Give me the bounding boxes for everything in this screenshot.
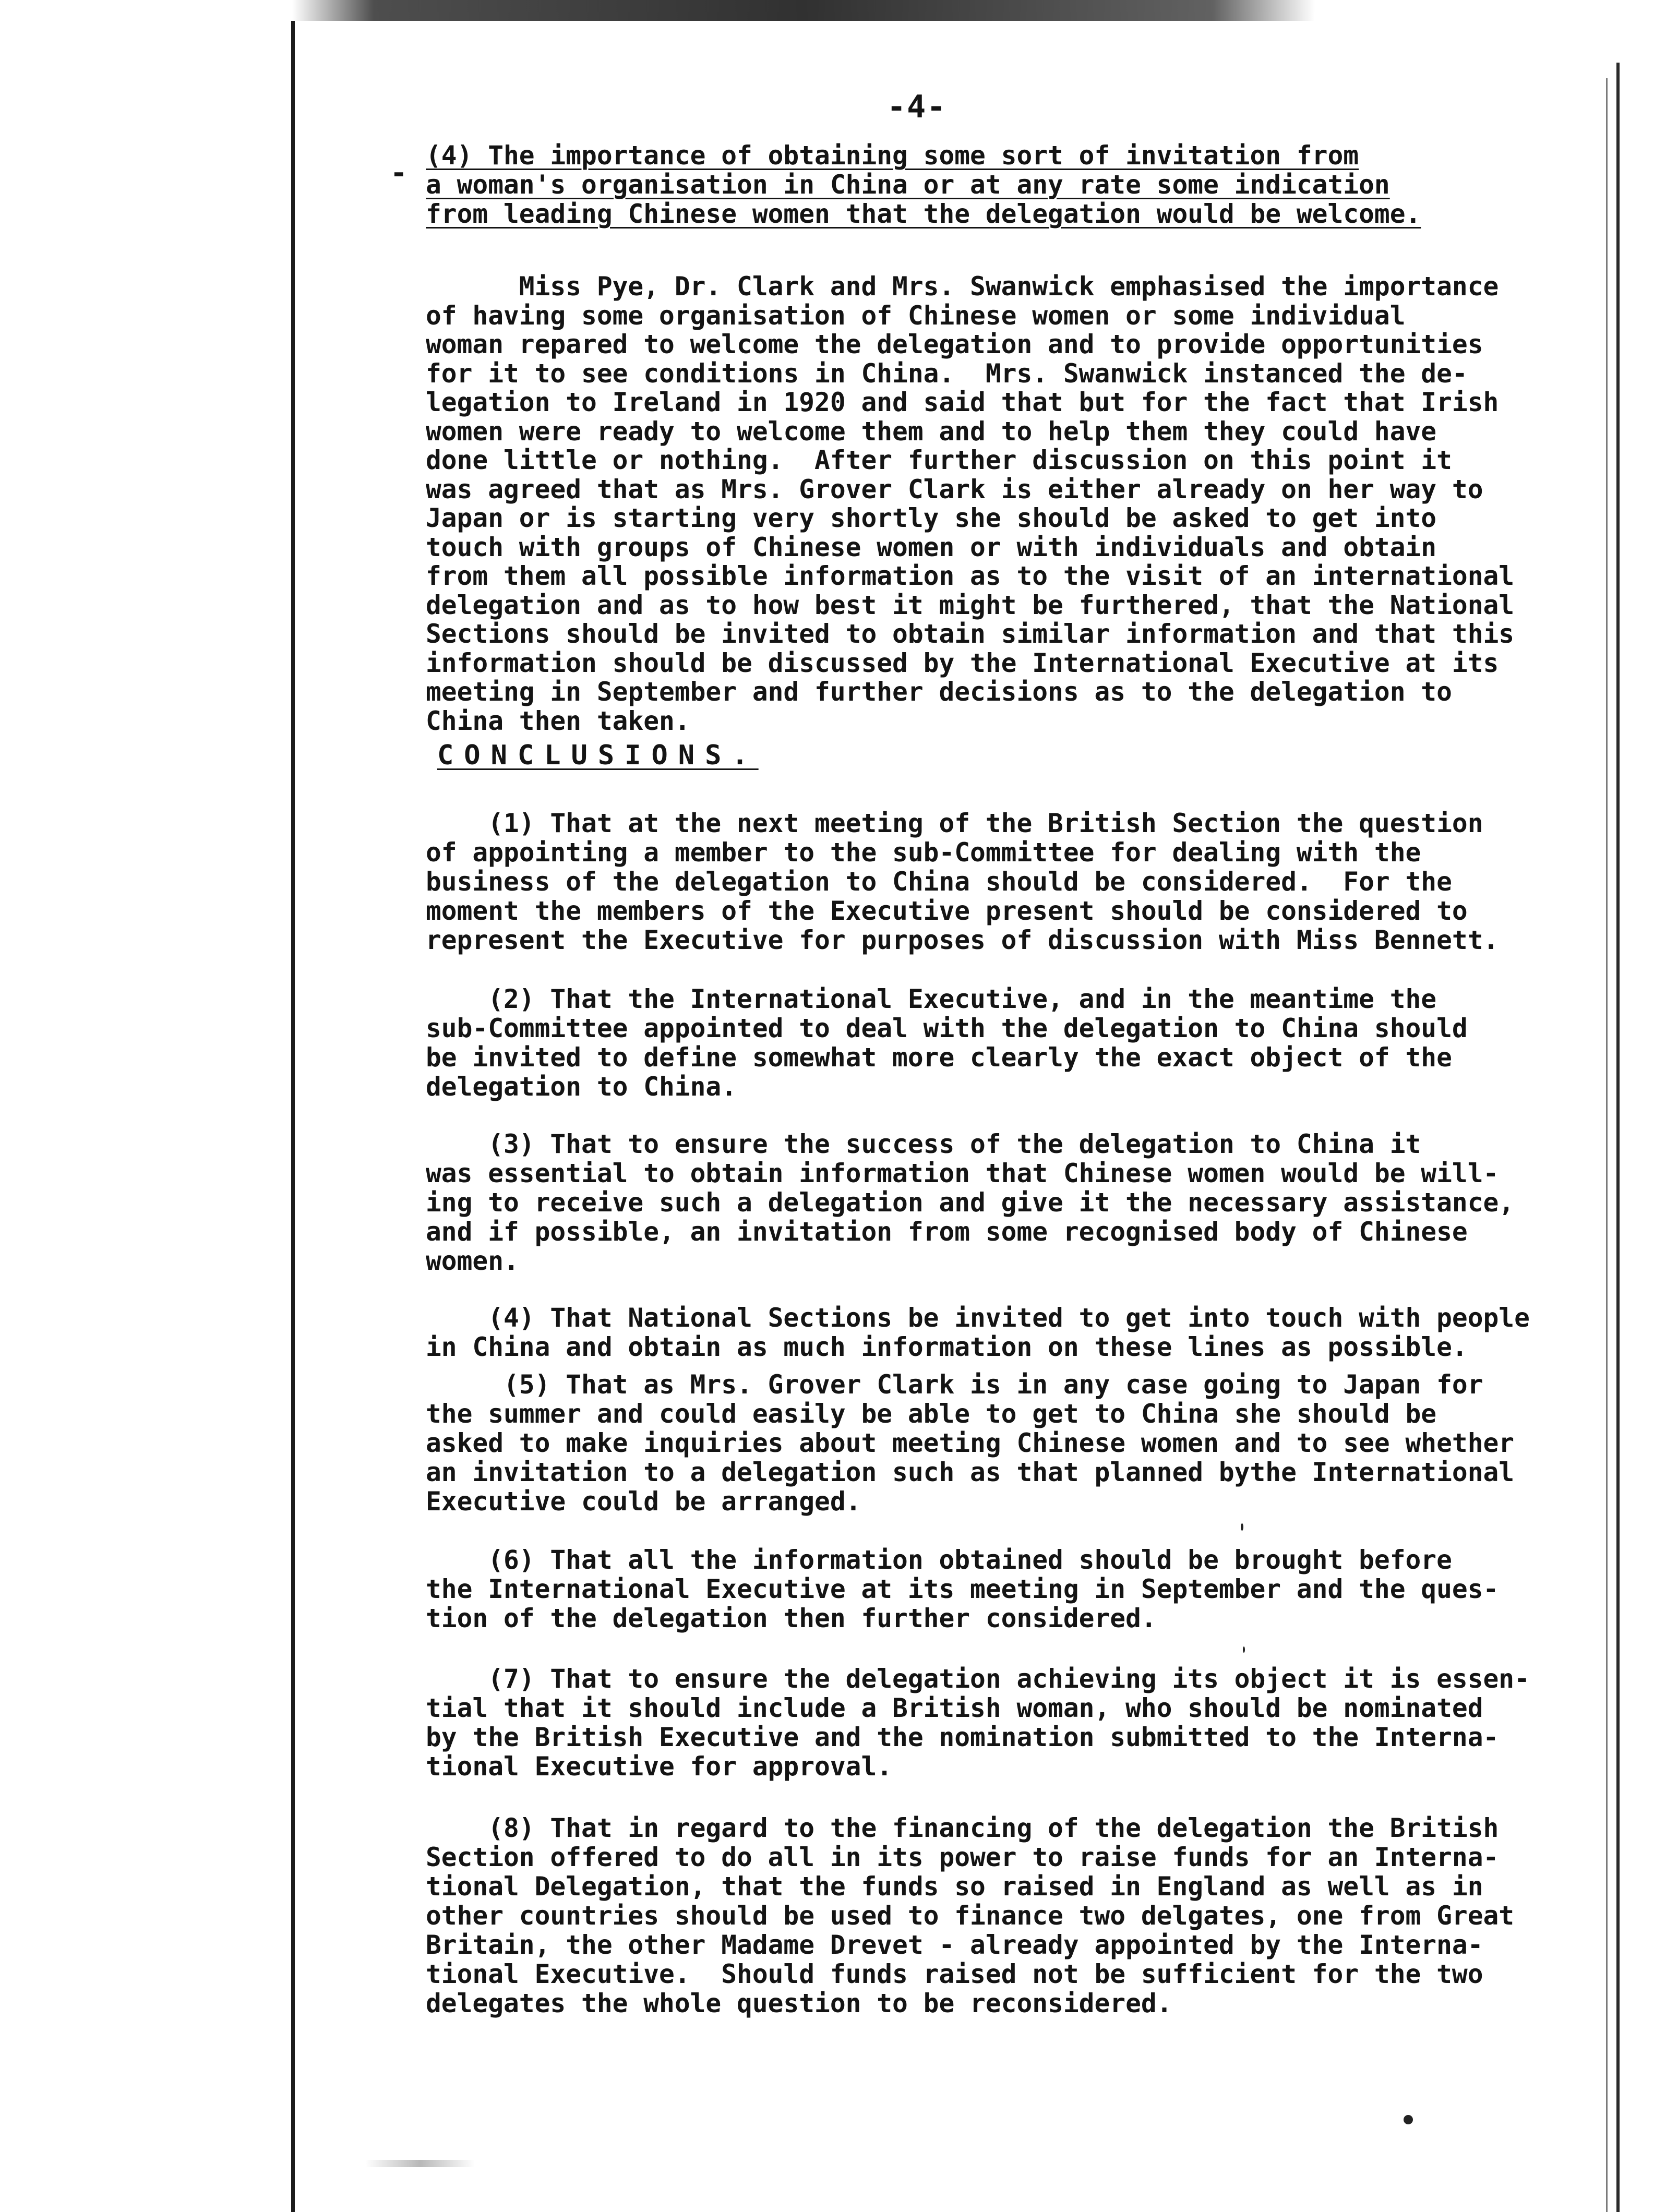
conclusion-line: (8) That in regard to the financing of the delegation the British [426, 1813, 1499, 1843]
conclusion-item-2 [426, 984, 1610, 1101]
conclusion-line: ing to receive such a delegation and give it the necessary assistance, [426, 1187, 1515, 1218]
page-border-left [291, 21, 295, 2212]
conclusion-item-7 [426, 1664, 1610, 1781]
discussion-line: delegation and as to how best it might be furthered, that the National [426, 590, 1515, 620]
conclusion-line: tial that it should include a British woman, who should be nominated [426, 1693, 1483, 1723]
conclusion-item-5 [426, 1370, 1610, 1516]
discussion-line: done little or nothing. After further discussion on this point it [426, 445, 1452, 475]
conclusion-item-6 [426, 1545, 1610, 1633]
discussion-paragraph [426, 272, 1610, 736]
conclusion-line: sub-Committee appointed to deal with the delegation to China should [426, 1013, 1468, 1043]
discussion-line: women were ready to welcome them and to help them they could have [426, 416, 1437, 447]
discussion-line: woman repared to welcome the delegation and to provide opportunities [426, 329, 1483, 359]
page-number: -4- [887, 89, 947, 125]
conclusion-line: Executive could be arranged. [426, 1486, 861, 1517]
conclusion-line: (2) That the International Executive, and in the meantime the [426, 984, 1437, 1014]
scan-speck [1243, 1646, 1245, 1653]
conclusion-line: represent the Executive for purposes of discussion with Miss Bennett. [426, 925, 1499, 955]
conclusion-line: tional Delegation, that the funds so raised in England as well as in [426, 1871, 1483, 1902]
conclusion-line: the International Executive at its meeting in September and the ques- [426, 1574, 1499, 1604]
conclusion-item-3 [426, 1129, 1610, 1276]
conclusions-title: CONCLUSIONS. [437, 740, 759, 771]
conclusion-line: the summer and could easily be able to get to China she should be [426, 1399, 1437, 1429]
conclusion-line: asked to make inquiries about meeting Chinese women and to see whether [426, 1428, 1515, 1458]
conclusion-line: tion of the delegation then further considered. [426, 1603, 1157, 1633]
conclusion-line: women. [426, 1246, 519, 1276]
scan-speck [1404, 2115, 1413, 2124]
conclusion-line: (3) That to ensure the success of the delegation to China it [426, 1129, 1421, 1159]
discussion-line: was agreed that as Mrs. Grover Clark is either already on her way to [426, 474, 1483, 504]
conclusion-item-8 [426, 1813, 1610, 2018]
conclusion-line: by the British Executive and the nomination submitted to the Interna- [426, 1722, 1499, 1752]
conclusion-line: moment the members of the Executive present should be considered to [426, 896, 1468, 926]
discussion-line: Japan or is starting very shortly she should be asked to get into [426, 503, 1437, 533]
conclusion-line: an invitation to a delegation such as that planned bythe International [426, 1457, 1515, 1487]
conclusion-line: delegates the whole question to be reconsidered. [426, 1988, 1172, 2018]
heading-line: from leading Chinese women that the delegation would be welcome. [426, 199, 1421, 229]
conclusion-line: of appointing a member to the sub-Committee for dealing with the [426, 837, 1421, 868]
discussion-line: meeting in September and further decisions as to the delegation to [426, 677, 1452, 707]
conclusion-line: Britain, the other Madame Drevet - already appointed by the Interna- [426, 1930, 1483, 1960]
conclusion-line: (7) That to ensure the delegation achieving its object it is essen- [426, 1664, 1530, 1694]
agenda-item-heading [426, 141, 1610, 229]
conclusion-line: other countries should be used to finance two delgates, one from Great [426, 1901, 1515, 1931]
scan-edge-top [292, 0, 1315, 21]
discussion-line: legation to Ireland in 1920 and said that but for the fact that Irish [426, 387, 1499, 417]
discussion-line: for it to see conditions in China. Mrs. Swanwick instanced the de- [426, 358, 1468, 389]
conclusion-line: business of the delegation to China should be considered. For the [426, 867, 1452, 897]
discussion-line: Sections should be invited to obtain similar information and that this [426, 619, 1515, 649]
heading-line: (4) The importance of obtaining some sort of invitation from [426, 140, 1359, 171]
conclusion-line: (1) That at the next meeting of the British Section the question [426, 808, 1483, 838]
conclusion-line: tional Executive for approval. [426, 1751, 893, 1782]
discussion-line: Miss Pye, Dr. Clark and Mrs. Swanwick emphasised the importance [426, 271, 1499, 302]
conclusion-line: and if possible, an invitation from some recognised body of Chinese [426, 1217, 1468, 1247]
heading-line: a woman's organisation in China or at any rate some indication [426, 170, 1390, 200]
page-border-right [1616, 63, 1620, 2212]
conclusion-line: tional Executive. Should funds raised not be sufficient for the two [426, 1959, 1483, 1989]
conclusion-line: in China and obtain as much information on these lines as possible. [426, 1332, 1468, 1362]
scan-speck [1241, 1523, 1243, 1531]
discussion-line: information should be discussed by the International Executive at its [426, 647, 1499, 678]
conclusion-line: Section offered to do all in its power to raise funds for an Interna- [426, 1842, 1499, 1872]
conclusion-line: (4) That National Sections be invited to get into touch with people [426, 1303, 1530, 1333]
discussion-line: from them all possible information as to the visit of an international [426, 561, 1515, 591]
conclusion-line: be invited to define somewhat more clearly the exact object of the [426, 1042, 1452, 1073]
margin-mark: - [390, 157, 407, 189]
conclusion-item-1 [426, 809, 1610, 955]
conclusion-line: was essential to obtain information that Chinese women would be will- [426, 1158, 1499, 1188]
discussion-line: China then taken. [426, 705, 690, 736]
conclusion-item-4 [426, 1303, 1610, 1362]
discussion-line: of having some organisation of Chinese women or some individual [426, 300, 1406, 331]
conclusion-line: delegation to China. [426, 1072, 737, 1102]
conclusion-line: (6) That all the information obtained should be brought before [426, 1545, 1452, 1575]
scan-smudge [365, 2160, 475, 2167]
conclusion-line: (5) That as Mrs. Grover Clark is in any case going to Japan for [426, 1369, 1483, 1400]
discussion-line: touch with groups of Chinese women or with individuals and obtain [426, 532, 1437, 562]
